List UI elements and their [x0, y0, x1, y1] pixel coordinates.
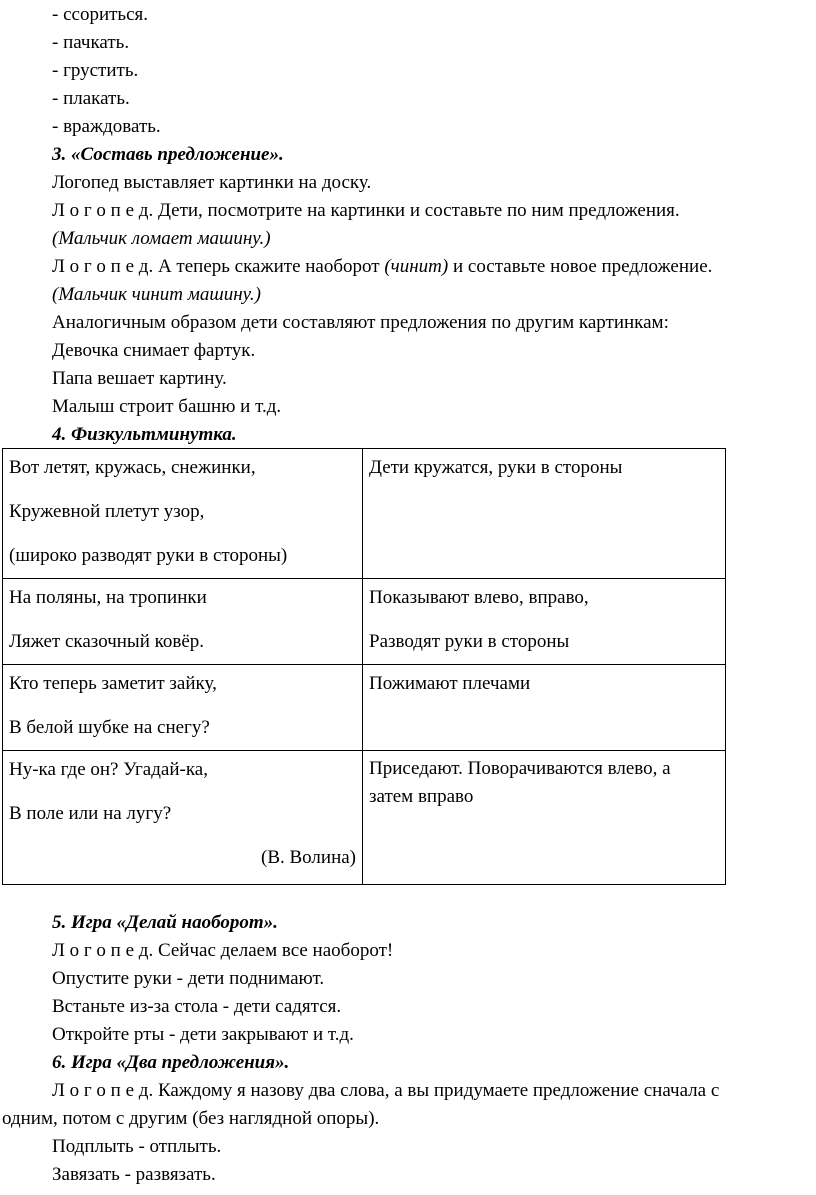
- action-line: Разводят руки в стороны: [369, 631, 570, 652]
- paragraph: Аналогичным образом дети составляют предложения по другим картинкам:: [52, 312, 669, 333]
- action-cell: [363, 751, 726, 885]
- paragraph-text: Дети, посмотрите на картинки и составьте по ним предложения.: [153, 200, 680, 221]
- paragraph: Опустите руки - дети поднимают.: [52, 968, 325, 989]
- poem-line: На поляны, на тропинки: [9, 587, 207, 608]
- table-row: [3, 579, 726, 665]
- paragraph-text: и составьте новое предложение.: [448, 256, 713, 277]
- paragraph: [52, 1080, 719, 1102]
- section-heading: 6. Игра «Два предложения».: [52, 1052, 290, 1073]
- example-sentence: Малыш строит башню и т.д.: [52, 396, 282, 417]
- speaker-label: Л о г о п е д.: [52, 200, 154, 221]
- paragraph: [52, 940, 393, 962]
- poem-line: Ляжет сказочный ковёр.: [9, 631, 205, 652]
- list-item: - пачкать.: [52, 32, 130, 53]
- speaker-label: Л о г о п е д.: [52, 940, 154, 961]
- poem-line: Вот летят, кружась, снежинки,: [9, 457, 256, 478]
- paragraph: Встаньте из-за стола - дети садятся.: [52, 996, 342, 1017]
- poem-line: Кружевной плетут узор,: [9, 501, 205, 522]
- action-cell: [363, 579, 726, 665]
- poem-author: (В. Волина): [261, 847, 356, 868]
- action-cell: [363, 665, 726, 751]
- example-sentence: (Мальчик чинит машину.): [52, 284, 261, 305]
- paragraph: Откройте рты - дети закрывают и т.д.: [52, 1024, 354, 1045]
- paragraph-text: Сейчас делаем все наоборот!: [153, 940, 394, 961]
- poem-line: Ну-ка где он? Угадай-ка,: [9, 759, 208, 780]
- paragraph: Подплыть - отплыть.: [52, 1136, 222, 1157]
- table-row: [3, 449, 726, 579]
- poem-line: В белой шубке на снегу?: [9, 717, 210, 738]
- table-row: [3, 665, 726, 751]
- list-item: - грустить.: [52, 60, 139, 81]
- poem-cell: [3, 449, 363, 579]
- poem-cell: [3, 579, 363, 665]
- table-row: [3, 751, 726, 885]
- action-line: Показывают влево, вправо,: [369, 587, 589, 608]
- paragraph: [52, 200, 680, 222]
- section-heading: 4. Физкультминутка.: [52, 424, 237, 445]
- poem-line: В поле или на лугу?: [9, 803, 172, 824]
- example-sentence: Папа вешает картину.: [52, 368, 227, 389]
- action-line: Дети кружатся, руки в стороны: [369, 457, 623, 478]
- section-heading: 5. Игра «Делай наоборот».: [52, 912, 278, 933]
- list-item: - ссориться.: [52, 4, 149, 25]
- poem-line: Кто теперь заметит зайку,: [9, 673, 217, 694]
- section-heading: 3. «Составь предложение».: [52, 144, 284, 165]
- action-line: Приседают. Поворачиваются влево, а затем вправо: [369, 758, 671, 807]
- action-line: Пожимают плечами: [369, 673, 531, 694]
- poem-line: (широко разводят руки в стороны): [9, 545, 288, 566]
- speaker-label: Л о г о п е д.: [52, 1080, 154, 1101]
- paragraph: Логопед выставляет картинки на доску.: [52, 172, 372, 193]
- paragraph: одним, потом с другим (без наглядной опоры).: [2, 1108, 380, 1129]
- example-sentence: Девочка снимает фартук.: [52, 340, 256, 361]
- list-item: - враждовать.: [52, 116, 161, 137]
- paragraph-text: Каждому я назову два слова, а вы придумаете предложение сначала с: [153, 1080, 720, 1101]
- paragraph: Завязать - развязать.: [52, 1164, 216, 1185]
- poem-table: [2, 448, 726, 885]
- example-sentence: (Мальчик ломает машину.): [52, 228, 271, 249]
- italic-word: (чинит): [384, 256, 449, 277]
- action-cell: [363, 449, 726, 579]
- poem-cell: [3, 751, 363, 885]
- paragraph-text: А теперь скажите наоборот: [153, 256, 385, 277]
- poem-cell: [3, 665, 363, 751]
- list-item: - плакать.: [52, 88, 130, 109]
- speaker-label: Л о г о п е д.: [52, 256, 154, 277]
- paragraph: [52, 256, 712, 278]
